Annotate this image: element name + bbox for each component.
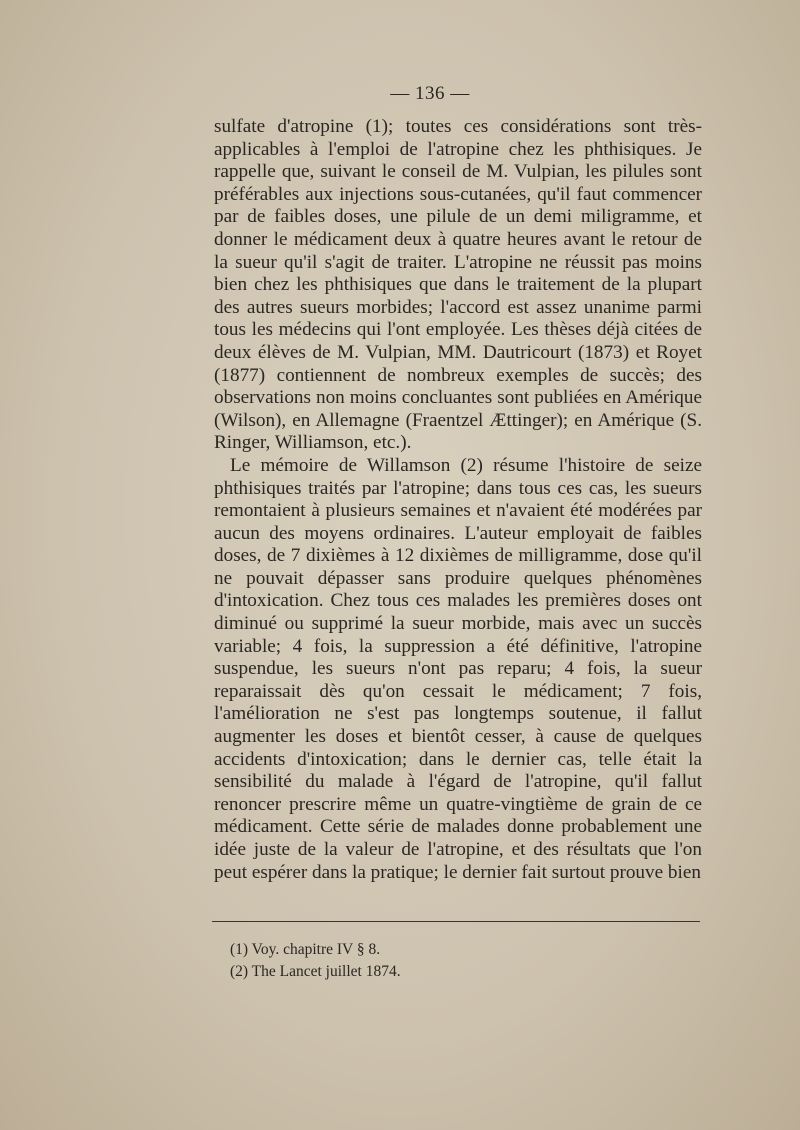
paragraph-2: Le mémoire de Willamson (2) résume l'histoire de seize phthisiques traités par l'atropine; dans tous ces cas, les sueurs remontaient à plusieurs semaines et n'avaient été modérées par aucun des moyens ordinaires. L'auteur employait de faibles doses, de 7 dixièmes à 12 dixièmes de milligramme, dose qu'il ne pouvait dépasser sans produire quelques phénomènes d'intoxication. Chez tous ces malades les premières doses ont diminué ou supprimé la sueur morbide, mais avec un succès variable; 4 fois, la suppression a été définitive, l'atropine suspendue, les sueurs n'ont pas reparu; 4 fois, la sueur reparaissait dès qu'on cessait le médicament; 7 fois, l'amélioration ne s'est pas longtemps soutenue, il fallut augmenter les doses et bientôt cesser, à cause de quelques accidents d'intoxication; dans le dernier cas, telle était la sensibilité du malade à l'égard de l'atropine, qu'il fallut renoncer prescrire même un quatre-vingtième de grain de ce médicament. Cette série de malades donne probablement une idée juste de la valeur de l'atropine, et des résultats que l'on peut espérer dans la pratique; le dernier fait surtout prouve bien bbox=[214, 454, 702, 883]
footnote-divider bbox=[212, 921, 700, 922]
footnotes bbox=[230, 939, 700, 983]
footnote-2: (2) The Lancet juillet 1874. bbox=[230, 963, 401, 980]
page-number: — 136 — bbox=[390, 83, 470, 104]
body-text bbox=[214, 116, 702, 884]
paragraph-1: sulfate d'atropine (1); toutes ces considérations sont très-applicables à l'emploi de l'atropine chez les phthisiques. Je rappelle que, suivant le conseil de M. Vulpian, les pilules sont préférables aux injections sous-cutanées, qu'il faut commencer par de faibles doses, une pilule de un demi miligramme, et donner le médicament deux à quatre heures avant le retour de la sueur qu'il s'agit de traiter. L'atropine ne réussit pas moins bien chez les phthisiques que dans le traitement de la plupart des autres sueurs morbides; l'accord est assez unanime parmi tous les médecins qui l'ont employée. Les thèses déjà citées de deux élèves de M. Vulpian, MM. Dautricourt (1873) et Royet (1877) contiennent de nombreux exemples de succès; des observations non moins concluantes sont publiées en Amérique (Wilson), en Allemagne (Fraentzel Ættinger); en Amérique (S. Ringer, Williamson, etc.). bbox=[214, 116, 702, 454]
footnote-1: (1) Voy. chapitre IV § 8. bbox=[230, 941, 381, 958]
